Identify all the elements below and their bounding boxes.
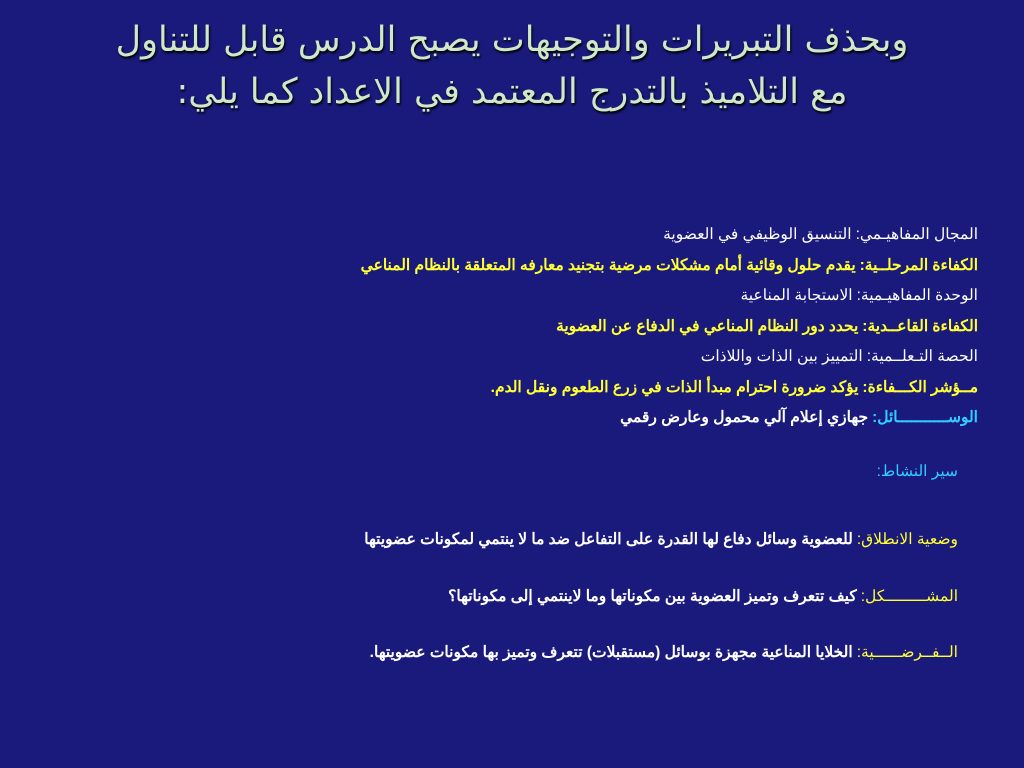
- info-row-base-competency: [138, 312, 978, 343]
- info-label: الوســـــــــــائل:: [872, 409, 978, 426]
- title-line-1: وبحذف التبريرات والتوجيهات يصبح الدرس قابل للتناول: [115, 20, 909, 60]
- info-row-conceptual-unit: [138, 281, 978, 312]
- activity-heading: سير النشاط:: [876, 463, 958, 480]
- info-label: الوحدة المفاهيـمية:: [856, 287, 978, 304]
- info-value: التنسيق الوظيفي في العضوية: [663, 226, 852, 243]
- step-hypothesis: [20, 643, 958, 662]
- info-row-conceptual-field: [138, 220, 978, 251]
- info-label: مــؤشر الكـــفاءة:: [862, 378, 978, 396]
- info-row-competency-indicator: [138, 373, 978, 404]
- slide-title: [20, 14, 1004, 118]
- step-starting-situation: [20, 530, 958, 549]
- info-label: الكفاءة القاعــدية:: [862, 317, 978, 335]
- info-row-teaching-aids: [138, 403, 978, 434]
- info-value: جهازي إعلام آلي محمول وعارض رقمي: [620, 409, 869, 426]
- info-value: الاستجابة المناعية: [740, 287, 853, 304]
- info-label: المجال المفاهيـمي:: [855, 226, 978, 243]
- step-problem: [20, 587, 958, 606]
- step-label: وضعية الانطلاق:: [856, 531, 958, 548]
- lesson-info-block: [138, 220, 978, 434]
- step-label: المشـــــــــكل:: [860, 588, 958, 605]
- step-value: الخلايا المناعية مجهزة بوسائل (مستقبلات) تتعرف وتميز بها مكونات عضويتها.: [369, 644, 853, 661]
- info-value: يقدم حلول وقائية أمام مشكلات مرضية بتجنيد معارفه المتعلقة بالنظام المناعي: [360, 256, 856, 274]
- info-label: الحصة التـعلــمية:: [866, 348, 978, 365]
- step-label: الــفــرضــــــية:: [856, 644, 958, 661]
- info-label: الكفاءة المرحلــية:: [859, 256, 978, 274]
- info-value: يؤكد ضرورة احترام مبدأ الذات في زرع الطعوم ونقل الدم.: [490, 378, 859, 396]
- info-value: التمييز بين الذات واللاذات: [700, 348, 863, 365]
- info-value: يحدد دور النظام المناعي في الدفاع عن العضوية: [556, 317, 859, 335]
- step-value: للعضوية وسائل دفاع لها القدرة على التفاعل ضد ما لا ينتمي لمكونات عضويتها: [364, 531, 853, 548]
- step-value: كيف تتعرف وتميز العضوية بين مكوناتها وما لاينتمي إلى مكوناتها؟: [448, 588, 857, 605]
- title-line-2: مع التلاميذ بالتدرج المعتمد في الاعداد كما يلي:: [176, 72, 848, 112]
- info-row-learning-session: [138, 342, 978, 373]
- info-row-stage-competency: [138, 251, 978, 282]
